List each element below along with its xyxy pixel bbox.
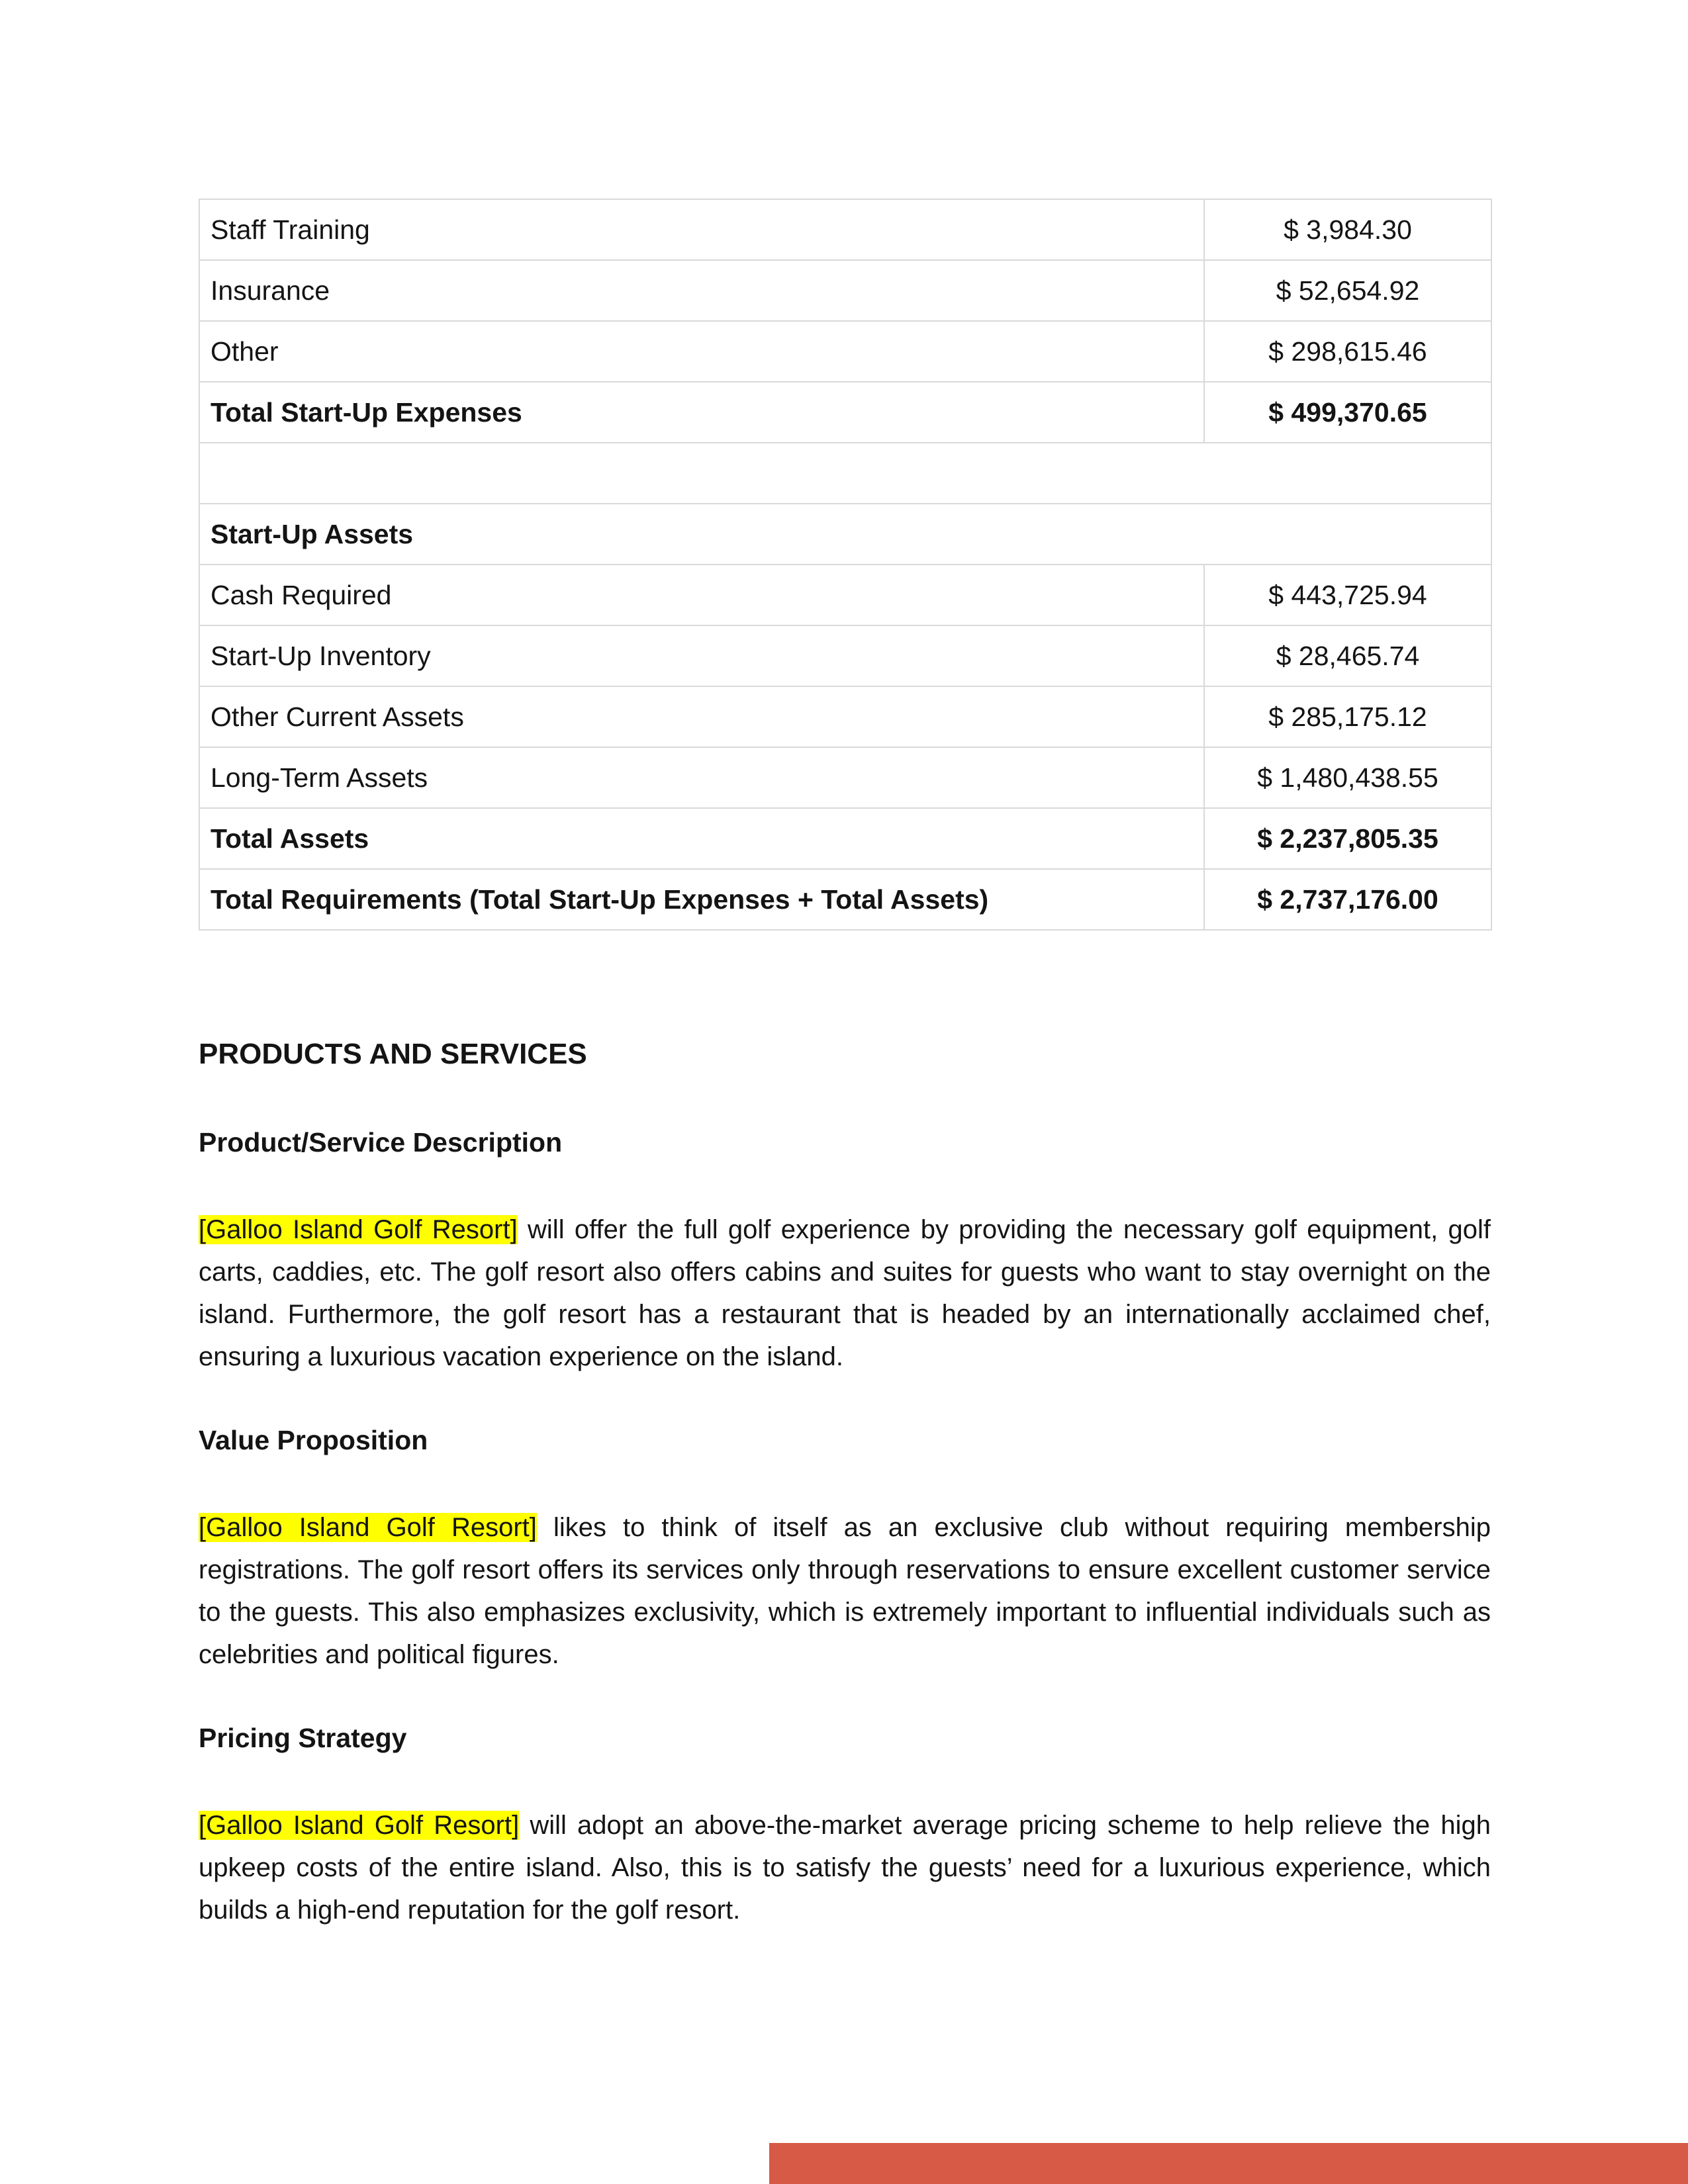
table-row: [199, 869, 1491, 930]
product-description-paragraph: [199, 1208, 1491, 1378]
table-cell-label: Long-Term Assets: [199, 747, 1204, 808]
table-row: [199, 686, 1491, 747]
product-description-text: will offer the full golf experience by providing the necessary golf equipment, golf carts, caddies, etc. The golf resort also offers cabins and suites for guests who want to stay overnight on the island. Furthermore, the golf resort has a restaurant that is headed by an internationally acclaimed chef, ensuring a luxurious vacation experience on the island.: [199, 1215, 1491, 1371]
table-row: [199, 199, 1491, 260]
pricing-strategy-paragraph: [199, 1804, 1491, 1931]
table-spacer-row: [199, 443, 1491, 504]
startup-costs-table-body: [199, 199, 1491, 930]
table-cell-value: $ 2,737,176.00: [1204, 869, 1491, 930]
table-row: [199, 747, 1491, 808]
startup-costs-table: [199, 199, 1492, 931]
table-row: [199, 321, 1491, 382]
product-description-heading: Product/Service Description: [199, 1127, 563, 1158]
table-cell-label: Total Requirements (Total Start-Up Expenses + Total Assets): [199, 869, 1204, 930]
section-title: PRODUCTS AND SERVICES: [199, 1038, 587, 1070]
table-cell-value: $ 1,480,438.55: [1204, 747, 1491, 808]
company-name-highlight: [Galloo Island Golf Resort]: [199, 1215, 518, 1244]
table-cell-label: Total Start-Up Expenses: [199, 382, 1204, 443]
table-cell-label: Staff Training: [199, 199, 1204, 260]
table-cell-value: $ 3,984.30: [1204, 199, 1491, 260]
pricing-strategy-text: will adopt an above-the-market average pricing scheme to help relieve the high upkeep costs of the entire island. Also, this is to satisfy the guests’ need for a luxurious experience, which builds a high-end reputation for the golf resort.: [199, 1811, 1491, 1925]
table-cell-value: $ 2,237,805.35: [1204, 808, 1491, 869]
pricing-strategy-heading: Pricing Strategy: [199, 1723, 407, 1753]
table-cell-value: $ 499,370.65: [1204, 382, 1491, 443]
table-cell-value: $ 28,465.74: [1204, 625, 1491, 686]
value-proposition-heading: Value Proposition: [199, 1425, 428, 1455]
table-row: [199, 260, 1491, 321]
footer-accent-bar: [769, 2143, 1688, 2184]
table-row: [199, 808, 1491, 869]
value-proposition-text: likes to think of itself as an exclusive club without requiring membership registrations. The golf resort offers its services only through reservations to ensure excellent customer service to the guests. This also emphasizes exclusivity, which is extremely important to influential individuals such as celebrities and political figures.: [199, 1513, 1491, 1669]
table-cell-value: $ 285,175.12: [1204, 686, 1491, 747]
table-cell-value: $ 298,615.46: [1204, 321, 1491, 382]
table-cell-label: Other: [199, 321, 1204, 382]
table-cell-label: Total Assets: [199, 808, 1204, 869]
table-cell-value: $ 52,654.92: [1204, 260, 1491, 321]
value-proposition-paragraph: [199, 1506, 1491, 1676]
table-spacer-cell: [199, 443, 1491, 504]
table-section-label: Start-Up Assets: [199, 504, 1491, 565]
table-cell-value: $ 443,725.94: [1204, 565, 1491, 625]
table-row: [199, 625, 1491, 686]
table-cell-label: Start-Up Inventory: [199, 625, 1204, 686]
table-cell-label: Other Current Assets: [199, 686, 1204, 747]
table-section-row: [199, 504, 1491, 565]
company-name-highlight: [Galloo Island Golf Resort]: [199, 1811, 520, 1840]
table-cell-label: Insurance: [199, 260, 1204, 321]
company-name-highlight: [Galloo Island Golf Resort]: [199, 1513, 537, 1542]
table-row: [199, 565, 1491, 625]
table-row: [199, 382, 1491, 443]
table-cell-label: Cash Required: [199, 565, 1204, 625]
